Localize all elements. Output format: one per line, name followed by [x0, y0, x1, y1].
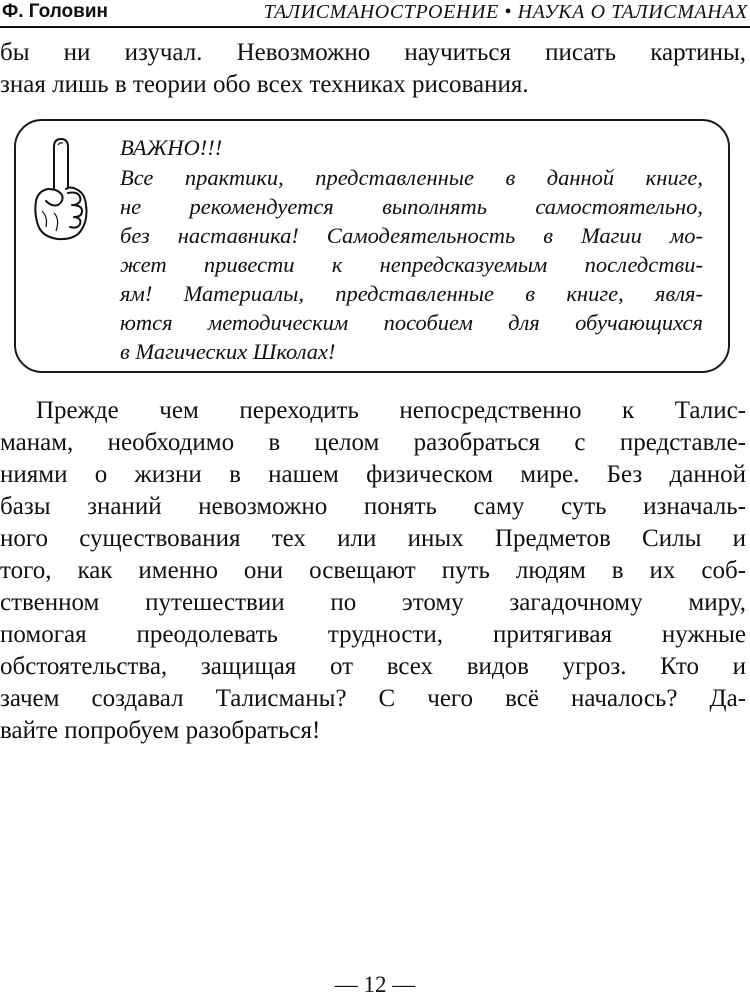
- notice-line: ям! Материалы, представленные в книге, явля-: [120, 281, 703, 306]
- notice-line: в Магических Школах!: [120, 339, 336, 364]
- page-number: — 12 —: [334, 972, 416, 997]
- text-line: помогая преодолевать трудности, притягивая нужные: [0, 621, 746, 648]
- text-line: зачем создавал Талисманы? С чего всё началось? Да-: [0, 685, 746, 712]
- notice-line: Все практики, представленные в данной книге,: [120, 165, 703, 190]
- notice-line: не рекомендуется выполнять самостоятельно,: [120, 194, 703, 219]
- text-line: манам, необходимо в целом разобраться с представле-: [0, 429, 746, 456]
- header-author: Ф. Головин: [2, 1, 108, 22]
- text-line: вайте попробуем разобраться!: [0, 717, 321, 744]
- running-header: [0, 0, 750, 28]
- text-line: ниями о жизни в нашем физическом мире. Без данной: [0, 461, 746, 488]
- text-line: базы знаний невозможно понять саму суть изначаль-: [0, 493, 746, 520]
- notice-line: жет привести к непредсказуемым последстви-: [120, 252, 703, 277]
- text-line: Прежде чем переходить непосредственно к Талис-: [36, 397, 746, 424]
- important-notice-box: [14, 119, 730, 373]
- notice-line: без наставника! Самодеятельность в Магии мо-: [120, 223, 703, 248]
- text-line: зная лишь в теории обо всех техниках рисования.: [0, 71, 529, 98]
- notice-line: ются методическим пособием для обучающихся: [120, 310, 703, 335]
- pointing-hand-icon: [32, 137, 90, 241]
- notice-heading: ВАЖНО!!!: [120, 135, 223, 160]
- text-line: ного существования тех или иных Предметов Силы и: [0, 525, 746, 552]
- text-line: обстоятельства, защищая от всех видов угроз. Кто и: [0, 653, 746, 680]
- text-line: того, как именно они освещают путь людям в их соб-: [0, 557, 746, 584]
- text-line: бы ни изучал. Невозможно научиться писать картины,: [0, 39, 746, 66]
- header-book-title: ТАЛИСМАНОСТРОЕНИЕ • НАУКА О ТАЛИСМАНАХ: [263, 1, 748, 23]
- text-line: ственном путешествии по этому загадочному миру,: [0, 589, 746, 616]
